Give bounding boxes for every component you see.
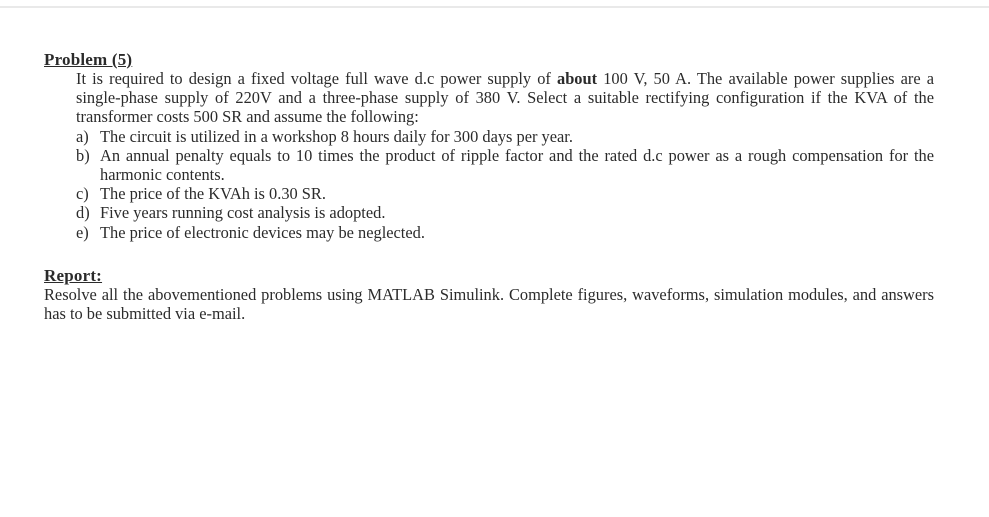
problem-intro-part1: It is required to design a fixed voltage full wave d.c power supply of [76,69,557,88]
problem-heading: Problem (5) [44,50,133,69]
list-marker: c) [76,184,89,204]
list-item [76,146,934,184]
list-item-text: The price of electronic devices may be neglected. [100,222,425,242]
list-marker: a) [76,126,89,146]
list-item [76,203,934,222]
assumptions-list [76,127,934,242]
list-item-text: Five years running cost analysis is adopted. [100,203,386,223]
problem-intro-part2: 100 V, 50 A. The available power supplies are a single-phase supply of 220V and a three-phase supply of 380 V. Select a suitable rectifying configuration if the KVA of the transformer costs 500 SR and assume the following: [76,69,934,127]
list-marker: b) [76,145,90,165]
list-item [76,223,934,242]
document-body [44,50,934,323]
top-divider [0,6,989,8]
list-item [76,127,934,146]
problem-statement [76,69,934,127]
report-heading: Report: [44,265,103,285]
list-item-text: The circuit is utilized in a workshop 8 hours daily for 300 days per year. [100,126,573,146]
report-text: Resolve all the abovementioned problems using MATLAB Simulink. Complete figures, waveforms, simulation modules, and answers has to be submitted via e-mail. [44,284,934,324]
problem-intro-bold: about [557,69,598,88]
list-marker: e) [76,222,89,242]
list-item-text: The price of the KVAh is 0.30 SR. [100,184,326,204]
list-marker: d) [76,203,90,223]
list-item [76,184,934,203]
list-item-text: An annual penalty equals to 10 times the product of ripple factor and the rated d.c power as a rough compensation for the harmonic contents. [100,145,934,185]
